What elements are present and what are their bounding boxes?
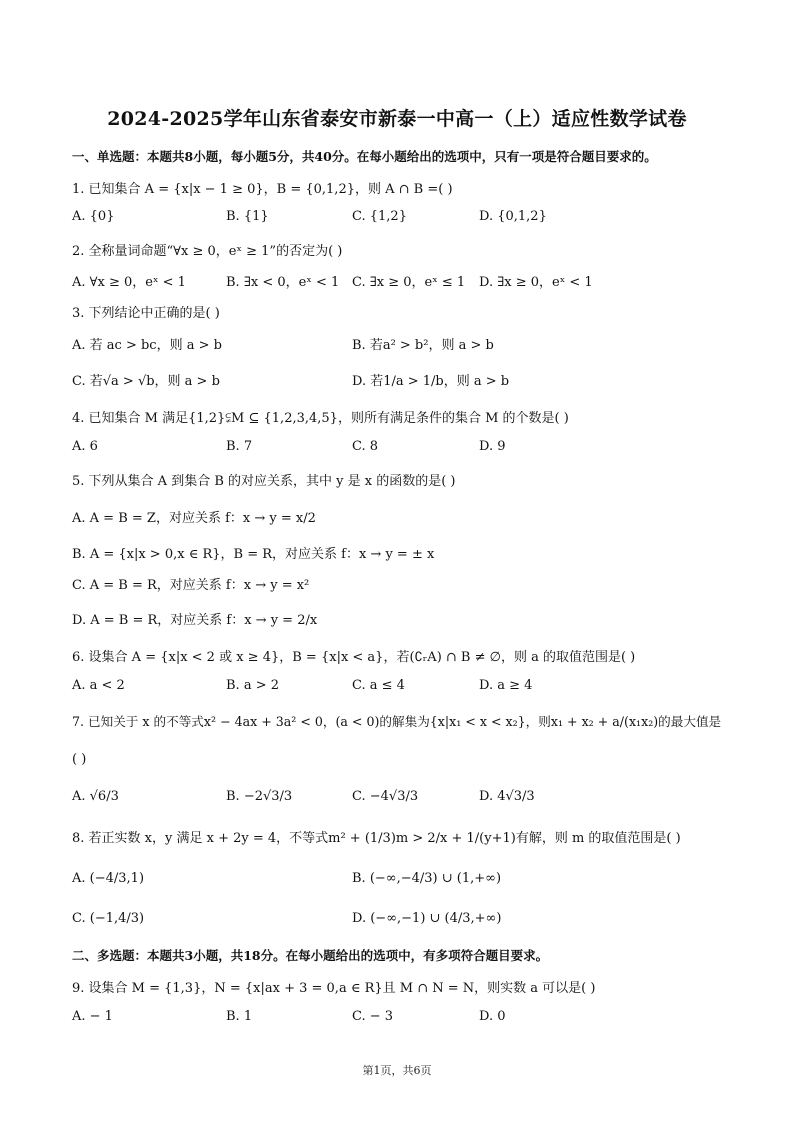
question-2-option-b: B. ∃x < 0，eˣ < 1: [226, 275, 340, 290]
question-7-option-c: C. −4√3/3: [352, 789, 419, 804]
question-4-option-c: C. 8: [352, 439, 379, 454]
question-5-option-a: A. A = B = Z，对应关系 f：x → y = x/2: [72, 511, 316, 526]
question-9-option-b: B. 1: [226, 1009, 253, 1024]
question-3-option-c: C. 若√a > √b，则 a > b: [72, 374, 220, 389]
question-4-option-a: A. 6: [72, 439, 98, 454]
question-7-option-d: D. 4√3/3: [479, 789, 535, 804]
question-6-option-a: A. a < 2: [72, 678, 125, 693]
question-9-option-d: D. 0: [479, 1009, 506, 1024]
question-7-option-a: A. √6/3: [72, 789, 119, 804]
question-6-option-b: B. a > 2: [226, 678, 279, 693]
page-title: 2024-2025学年山东省泰安市新泰一中高一（上）适应性数学试卷: [107, 108, 687, 130]
section-2-heading: 二、多选题：本题共3小题，共18分。在每小题给出的选项中，有多项符合题目要求。: [72, 948, 549, 963]
question-5-option-c: C. A = B = R，对应关系 f：x → y = x²: [72, 578, 310, 593]
question-8-option-c: C. (−1,4/3): [72, 911, 145, 926]
question-4-option-b: B. 7: [226, 439, 253, 454]
question-2-stem: 2. 全称量词命题“∀x ≥ 0，eˣ ≥ 1”的否定为( ): [72, 244, 343, 259]
question-5-option-b: B. A = {x|x > 0,x ∈ R}，B = R，对应关系 f：x → y = ± x: [72, 547, 435, 562]
question-7-stem: 7. 已知关于 x 的不等式x² − 4ax + 3a² < 0，(a < 0)的解集为{x|x₁ < x < x₂}，则x₁ + x₂ + a/(x₁x₂)的最大值是: [72, 714, 722, 729]
question-1-stem: 1. 已知集合 A = {x|x − 1 ≥ 0}，B = {0,1,2}，则 A ∩ B =( ): [72, 182, 453, 197]
section-1-heading: 一、单选题：本题共8小题，每小题5分，共40分。在每小题给出的选项中，只有一项是符合题目要求的。: [72, 149, 657, 164]
question-1-option-b: B. {1}: [226, 209, 269, 224]
question-2-option-a: A. ∀x ≥ 0，eˣ < 1: [72, 275, 186, 290]
question-5-stem: 5. 下列从集合 A 到集合 B 的对应关系，其中 y 是 x 的函数的是( ): [72, 474, 456, 489]
question-3-option-a: A. 若 ac > bc，则 a > b: [72, 338, 222, 353]
question-9-option-c: C. − 3: [352, 1009, 394, 1024]
question-8-stem: 8. 若正实数 x，y 满足 x + 2y = 4，不等式m² + (1/3)m > 2/x + 1/(y+1)有解，则 m 的取值范围是( ): [72, 831, 681, 846]
question-4-option-d: D. 9: [479, 439, 506, 454]
question-2-option-c: C. ∃x ≥ 0，eˣ ≤ 1: [352, 275, 466, 290]
question-3-option-b: B. 若a² > b²，则 a > b: [352, 338, 494, 353]
question-4-stem: 4. 已知集合 M 满足{1,2}⫋M ⊆ {1,2,3,4,5}，则所有满足条件的集合 M 的个数是( ): [72, 411, 569, 426]
question-8-option-d: D. (−∞,−1) ∪ (4/3,+∞): [352, 911, 502, 926]
question-6-option-d: D. a ≥ 4: [479, 678, 533, 693]
question-7-cont: ( ): [72, 752, 87, 767]
question-6-stem: 6. 设集合 A = {x|x < 2 或 x ≥ 4}，B = {x|x < a}，若(∁ᵣA) ∩ B ≠ ∅，则 a 的取值范围是( ): [72, 650, 636, 665]
question-6-option-c: C. a ≤ 4: [352, 678, 405, 693]
question-1-option-c: C. {1,2}: [352, 209, 407, 224]
question-3-stem: 3. 下列结论中正确的是( ): [72, 306, 220, 321]
question-3-option-d: D. 若1/a > 1/b，则 a > b: [352, 374, 510, 389]
question-5-option-d: D. A = B = R，对应关系 f：x → y = 2/x: [72, 613, 318, 628]
page-footer: 第1页，共6页: [362, 1064, 432, 1077]
question-8-option-a: A. (−4/3,1): [72, 871, 145, 886]
question-9-option-a: A. − 1: [72, 1009, 113, 1024]
question-1-option-d: D. {0,1,2}: [479, 209, 547, 224]
question-1-option-a: A. {0}: [72, 209, 115, 224]
question-9-stem: 9. 设集合 M = {1,3}，N = {x|ax + 3 = 0,a ∈ R}且 M ∩ N = N，则实数 a 可以是( ): [72, 981, 596, 996]
question-2-option-d: D. ∃x ≥ 0，eˣ < 1: [479, 275, 593, 290]
question-7-option-b: B. −2√3/3: [226, 789, 293, 804]
question-8-option-b: B. (−∞,−4/3) ∪ (1,+∞): [352, 871, 502, 886]
